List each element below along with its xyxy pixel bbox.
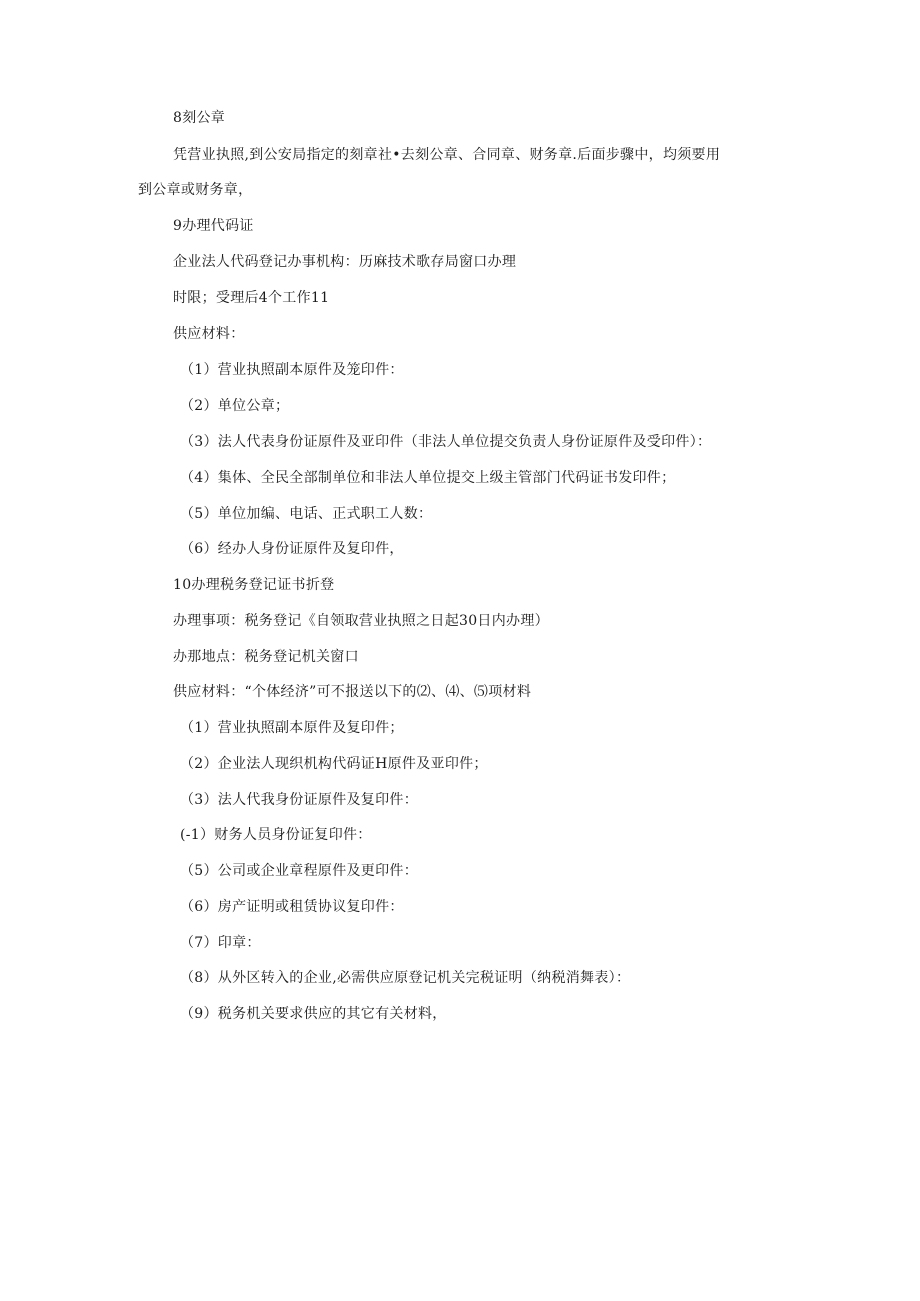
section-9-item: （1）营业执照副本原件及笼印件： (180, 362, 404, 378)
section-10-heading: 10办理税务登记证书折登 (173, 577, 335, 593)
section-10-item: （5）公司或企业章程原件及更印件： (180, 863, 419, 879)
section-9-item: （4）集体、全民全部制单位和非法人单位提交上级主管部门代码证书发印件； (180, 470, 676, 486)
section-9-office: 企业法人代码登记办事机构：历麻技术歌存局窗口办理 (173, 254, 517, 270)
section-8-paragraph-line-1: 凭营业执照,到公安局指定的刻章社•去刻公章、合同章、财务章.后面步骤中，均须要用 (173, 147, 721, 163)
section-10-item: （6）房产证明或租赁协议复印件： (180, 899, 404, 915)
section-8-paragraph-line-2: 到公章或财务章， (138, 182, 253, 198)
section-10-materials-label: 供应材料：“个体经济”可不报送以下的⑵、⑷、⑸项材料 (173, 684, 532, 700)
section-9-item: （2）单位公章； (180, 398, 290, 414)
section-10-item: （2）企业法人现织机构代码证H原件及亚印件； (180, 756, 488, 772)
section-10-location: 办那地点：税务登记机关窗口 (173, 649, 359, 665)
section-9-item: （5）单位加编、电话、正式职工人数： (180, 506, 433, 522)
section-10-item: (-1）财务人员身份证复印件： (180, 827, 372, 843)
section-9-materials-label: 供应材料： (173, 326, 245, 342)
section-9-time-limit: 时限；受理后4个工作11 (173, 290, 330, 306)
section-10-item: （8）从外区转入的企业,必需供应原登记机关完税证明（纳税消舞表）： (180, 970, 631, 986)
section-10-item: （3）法人代我身份证原件及复印件： (180, 792, 419, 808)
section-9-item: （6）经办人身份证原件及复印件， (180, 541, 404, 557)
section-9-item: （3）法人代表身份证原件及亚印件（非法人单位提交负责人身份证原件及受印件）： (180, 434, 712, 450)
section-10-item: （7）印章： (180, 935, 261, 951)
section-10-matter: 办理事项：税务登记《自领取营业执照之日起30日内办理） (173, 613, 549, 629)
section-10-item: （9）税务机关要求供应的其它有关材料， (180, 1006, 447, 1022)
section-9-heading: 9办理代码证 (173, 218, 254, 234)
section-8-heading: 8刻公章 (173, 110, 226, 126)
section-10-item: （1）营业执照副本原件及复印件； (180, 720, 404, 736)
